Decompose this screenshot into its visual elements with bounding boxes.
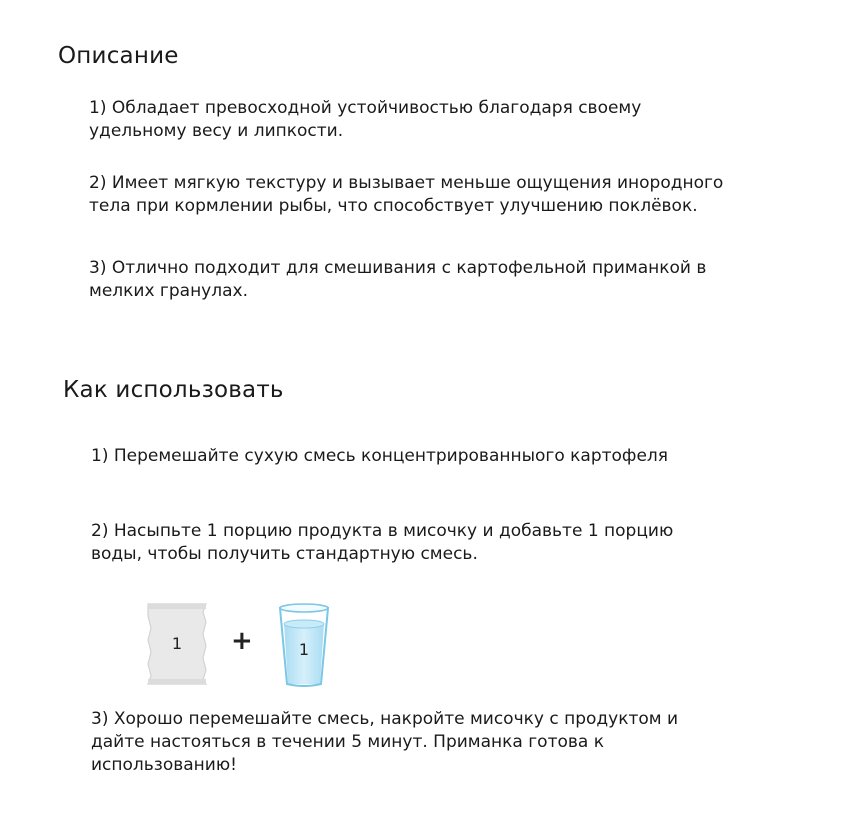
description-item-1-line-1: 1) Обладает превосходной устойчивостью благодаря своему [89,98,642,118]
water-portion-label: 1 [298,640,310,659]
usage-step-1 [91,445,668,468]
description-item-2 [89,172,723,218]
description-heading: Описание [58,43,179,69]
description-item-2-line-1: 2) Имеет мягкую текстуру и вызывает меньше ощущения инородного [89,173,724,193]
usage-step-3-line-1: 3) Хорошо перемешайте смесь, накройте мисочку с продуктом и [91,709,679,729]
usage-step-2-line-2: воды, чтобы получить стандартную смесь. [91,544,478,564]
description-item-3-line-1: 3) Отлично подходит для смешивания с картофельной приманкой в [89,258,707,278]
usage-step-3-line-2: дайте настояться в течении 5 минут. Приманка готова к [91,732,604,752]
plus-sign: + [231,626,253,656]
usage-heading: Как использовать [63,377,284,403]
usage-step-3-line-3: использованию! [91,755,237,775]
description-item-3-line-2: мелких гранулах. [89,281,248,301]
usage-step-1-line-1: 1) Перемешайте сухую смесь концентрированныого картофеля [91,446,669,466]
usage-step-2-line-1: 2) Насыпьте 1 порцию продукта в мисочку и добавьте 1 порцию [91,521,674,541]
usage-step-2 [91,520,673,566]
description-item-1-line-2: удельному весу и липкости. [89,121,344,141]
mix-ratio-illustration [140,596,380,696]
description-item-1 [89,97,641,143]
description-item-2-line-2: тела при кормлении рыбы, что способствует улучшению поклёвок. [89,196,698,216]
description-item-3 [89,257,706,303]
usage-step-3 [91,708,678,777]
packet-portion-label: 1 [171,634,183,653]
